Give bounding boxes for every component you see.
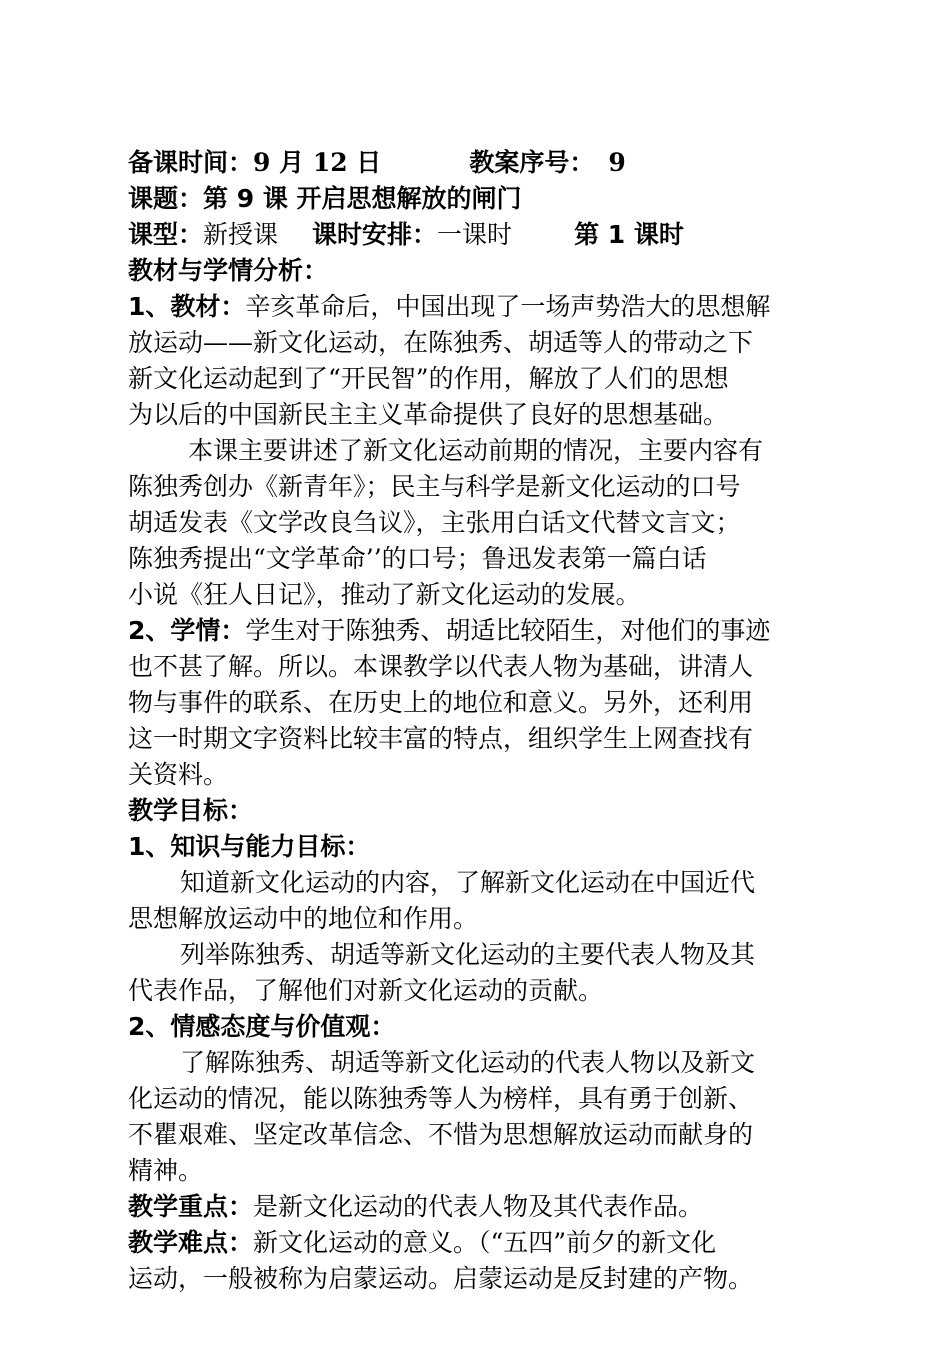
knowledge-line: 知道新文化运动的内容，了解新文化运动在中国近代 — [180, 868, 756, 897]
lesson-type-label: 课型： — [128, 220, 204, 249]
textbook-line — [128, 289, 828, 325]
knowledge-line: 代表作品，了解他们对新文化运动的贡献。 — [128, 976, 604, 1005]
students-line: 物与事件的联系、在历史上的地位和意义。另外，还利用 — [128, 688, 754, 717]
emotion-line: 精神。 — [128, 1156, 204, 1185]
difficulty-row — [128, 1225, 828, 1261]
lesson-type-value: 新授课 — [203, 220, 279, 249]
textbook-line: 放运动——新文化运动，在陈独秀、胡适等人的带动之下 — [128, 328, 754, 357]
students-text: 学生对于陈独秀、胡适比较陌生，对他们的事迹 — [245, 616, 771, 645]
content-line: 小说《狂人日记》，推动了新文化运动的发展。 — [128, 580, 641, 609]
difficulty-text: 新文化运动的意义。（“五四”前夕的新文化 — [253, 1228, 717, 1257]
plan-number-label: 教案序号： — [469, 148, 595, 177]
textbook-line: 新文化运动起到了“开民智”的作用，解放了人们的思想 — [128, 364, 729, 393]
emotion-line: 不瞿艰难、坚定改革信念、不惜为思想解放运动而献身的 — [128, 1120, 754, 1149]
students-line — [128, 613, 828, 649]
students-line: 关资料。 — [128, 760, 229, 789]
prep-time-value: 9 月 12 日 — [253, 148, 382, 177]
lesson-type-row — [128, 217, 828, 253]
emotion-heading: 2、情感态度与价值观： — [128, 1012, 396, 1041]
objectives-heading: 教学目标： — [128, 796, 254, 825]
analysis-heading: 教材与学情分析： — [128, 256, 329, 285]
emotion-line: 了解陈独秀、胡适等新文化运动的代表人物以及新文 — [180, 1048, 756, 1077]
textbook-line: 为以后的中国新民主主义革命提供了良好的思想基础。 — [128, 400, 729, 429]
content-line: 胡适发表《文学改良刍议》，主张用白话文代替文言文； — [128, 508, 741, 537]
content-line: 陈独秀提出“文学革命’’的口号；鲁迅发表第一篇白话 — [128, 544, 707, 573]
topic-label: 课题： — [128, 184, 204, 213]
hours-label: 课时安排： — [312, 220, 438, 249]
students-label: 2、学情： — [128, 616, 246, 645]
difficulty-label: 教学难点： — [128, 1228, 254, 1257]
students-line: 这一时期文字资料比较丰富的特点，组织学生上网查找有 — [128, 724, 754, 753]
knowledge-line: 列举陈独秀、胡适等新文化运动的主要代表人物及其 — [180, 940, 756, 969]
key-point-label: 教学重点： — [128, 1192, 254, 1221]
textbook-text: 辛亥革命后，中国出现了一场声势浩大的思想解 — [245, 292, 771, 321]
knowledge-line: 思想解放运动中的地位和作用。 — [128, 904, 479, 933]
plan-number-value: 9 — [608, 148, 626, 177]
period-value: 第 1 课时 — [574, 220, 684, 249]
difficulty-line: 运动，一般被称为启蒙运动。启蒙运动是反封建的产物。 — [128, 1264, 754, 1293]
knowledge-heading: 1、知识与能力目标： — [128, 832, 371, 861]
hours-value: 一课时 — [437, 220, 513, 249]
content-line: 陈独秀创办《新青年》；民主与科学是新文化运动的口号 — [128, 472, 741, 501]
topic-value: 第 9 课 开启思想解放的闸门 — [203, 184, 522, 213]
prep-time-label: 备课时间： — [128, 148, 254, 177]
prep-time-row — [128, 145, 828, 181]
key-point-row — [128, 1189, 828, 1225]
textbook-label: 1、教材： — [128, 292, 246, 321]
content-line: 本课主要讲述了新文化运动前期的情况，主要内容有 — [188, 436, 764, 465]
key-point-value: 是新文化运动的代表人物及其代表作品。 — [253, 1192, 704, 1221]
topic-row — [128, 181, 828, 217]
emotion-line: 化运动的情况，能以陈独秀等人为榜样，具有勇于创新、 — [128, 1084, 754, 1113]
students-line: 也不甚了解。所以。本课教学以代表人物为基础，讲清人 — [128, 652, 754, 681]
